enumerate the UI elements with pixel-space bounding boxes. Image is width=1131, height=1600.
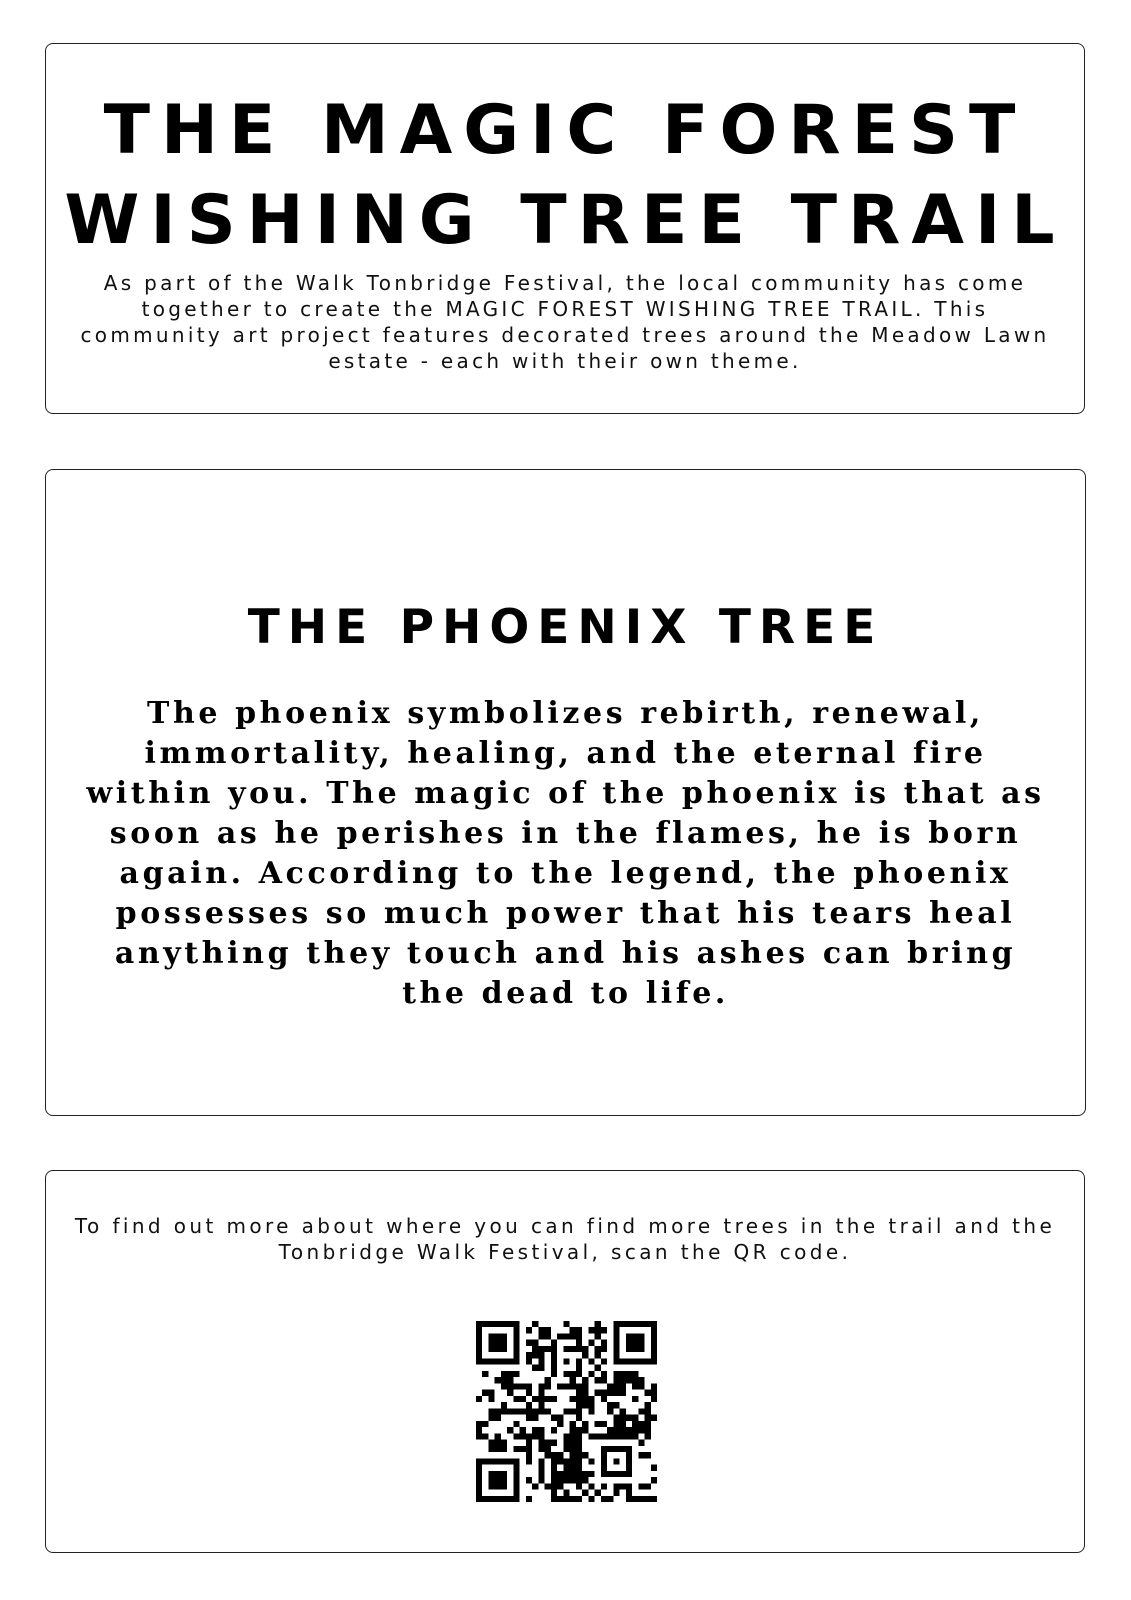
tree-description: The phoenix symbolizes rebirth, renewal, immortality, healing, and the eternal fire within you. The magic of the phoenix is that as soon as he perishes in the flames, he is born again. According to the legend, the phoenix possesses so much power that his tears heal anything they touch and his ashes can bring the dead to life. <box>86 696 1045 1011</box>
footer-text: To find out more about where you can find more trees in the trail and the Tonbridge Walk Festival, scan the QR code. <box>74 1214 1056 1264</box>
header-panel <box>45 43 1085 414</box>
main-title-line-1: THE MAGIC FOREST <box>103 91 1027 170</box>
qr-code-icon[interactable] <box>476 1321 657 1502</box>
main-title <box>46 86 1084 266</box>
tree-panel <box>45 469 1086 1116</box>
footer-panel <box>45 1170 1085 1553</box>
intro-text: As part of the Walk Tonbridge Festival, the local community has come together to create the MAGIC FOREST WISHING TREE TRAIL. This community art project features decorated trees around the Meadow Lawn estate - each with their own theme. <box>80 271 1050 373</box>
main-title-line-2: WISHING TREE TRAIL <box>64 181 1066 260</box>
tree-title: THE PHOENIX TREE <box>247 600 884 655</box>
